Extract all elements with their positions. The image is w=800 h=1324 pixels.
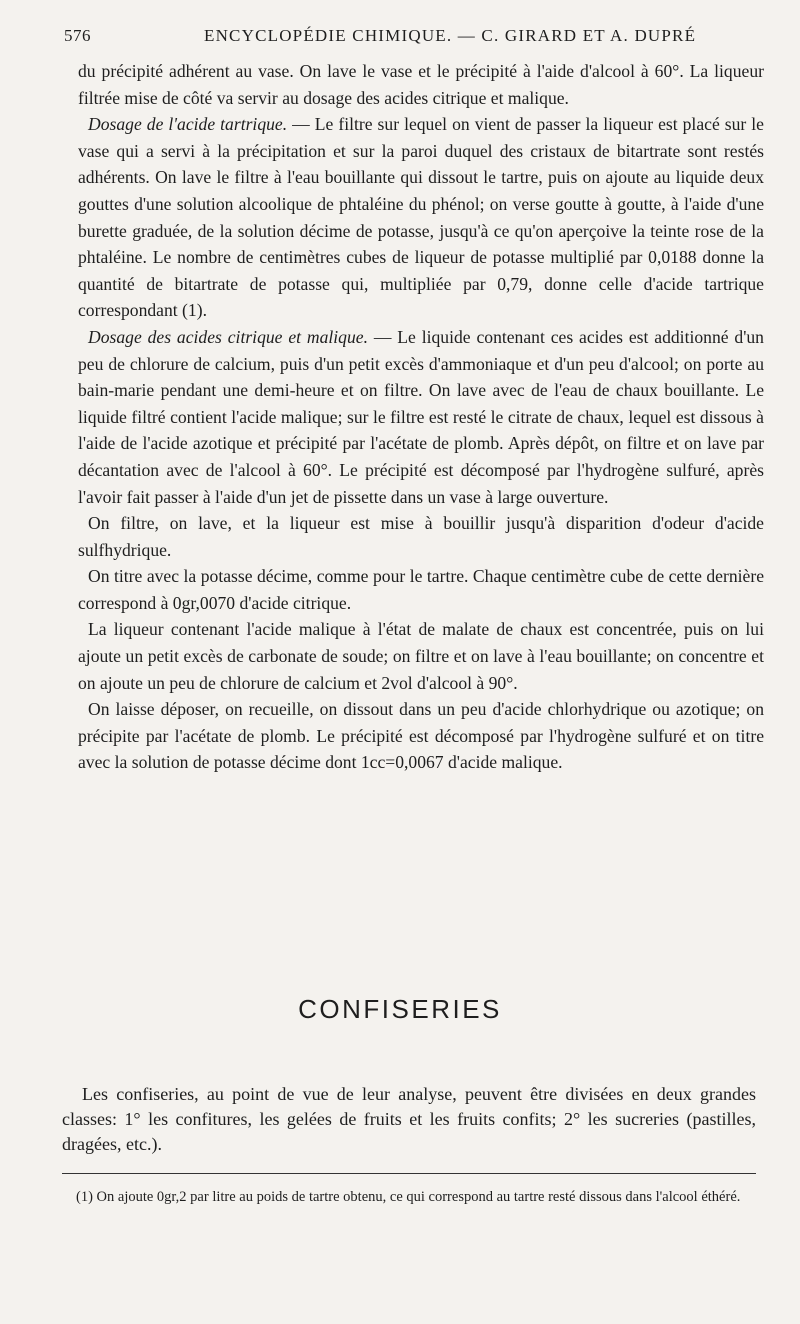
section-title: CONFISERIES (298, 994, 502, 1024)
footnote-text: (1) On ajoute 0gr,2 par litre au poids de tartre obtenu, ce qui correspond au tartre resté dissous dans l'alcool éthéré. (76, 1189, 741, 1205)
intro-paragraph: Les confiseries, au point de vue de leur analyse, peuvent être divisées en deux grandes classes: 1° les confitures, les gelées de fruits et les fruits confits; 2° les sucreries (pastilles, dragées, etc.). (62, 1084, 756, 1154)
footnote (62, 1188, 756, 1207)
paragraph-heading: Dosage des acides citrique et malique. (88, 326, 368, 347)
body-text (78, 58, 764, 776)
paragraph (78, 696, 764, 776)
paragraph (78, 58, 764, 111)
paragraph-text: On laisse déposer, on recueille, on dissout dans un peu d'acide chlorhydrique ou azotique; on précipite par l'acétate de plomb. Le précipité est décomposé par l'hydrogène sulfuré et on titre avec la solution de potasse décime dont 1cc=0,0067 d'acide malique. (78, 699, 764, 773)
page-number: 576 (64, 26, 91, 45)
paragraph-text: — Le filtre sur lequel on vient de passer la liqueur est placé sur le vase qui a servi à la précipitation et sur la paroi duquel des cristaux de bitartrate sont restés adhérents. On lave le filtre à l'eau bouillante qui dissout le tartre, puis on ajoute au liquide deux gouttes d'une solution alcoolique de phtaléine du phénol; on verse goutte à goutte, à l'aide d'une burette graduée, de la solution décime de potasse, jusqu'à ce qu'on aperçoive la teinte rose de la phtaléine. Le nombre de centimètres cubes de liqueur de potasse multiplié par 0,0188 donne la quantité de bitartrate de potasse qui, multipliée par 0,79, donne celle d'acide tartrique correspondant (1). (78, 114, 764, 321)
paragraph-text: La liqueur contenant l'acide malique à l'état de malate de chaux est concentrée, puis on lui ajoute un petit excès de carbonate de soude; on filtre et on lave à l'eau bouillante; on concentre et on ajoute un peu de chlorure de calcium et 2vol d'alcool à 90°. (78, 619, 764, 693)
paragraph (78, 111, 764, 324)
paragraph (78, 563, 764, 616)
running-header (64, 26, 760, 50)
paragraph (78, 324, 764, 510)
paragraph (78, 510, 764, 563)
footnote-divider (62, 1173, 756, 1174)
paragraph-text: du précipité adhérent au vase. On lave le vase et le précipité à l'aide d'alcool à 60°. La liqueur filtrée mise de côté va servir au dosage des acides citrique et malique. (78, 61, 764, 108)
paragraph-heading: Dosage de l'acide tartrique. (88, 114, 288, 135)
section-intro (62, 1082, 756, 1157)
paragraph-text: On titre avec la potasse décime, comme pour le tartre. Chaque centimètre cube de cette dernière correspond à 0gr,0070 d'acide citrique. (78, 566, 764, 613)
paragraph (78, 616, 764, 696)
paragraph-text: On filtre, on lave, et la liqueur est mise à bouillir jusqu'à disparition d'odeur d'acide sulfhydrique. (78, 513, 764, 560)
paragraph-text: — Le liquide contenant ces acides est additionné d'un peu de chlorure de calcium, puis d'un petit excès d'ammoniaque et d'un peu d'alcool; on porte au bain-marie pendant une demi-heure et on filtre. On lave avec de l'eau de chaux bouillante. Le liquide filtré contient l'acide malique; sur le filtre est resté le citrate de chaux, lequel est dissous à l'aide de l'acide azotique et précipité par l'acétate de plomb. Après dépôt, on filtre et on lave par décantation avec de l'alcool à 60°. Le précipité est décomposé par l'hydrogène sulfuré, après l'avoir fait passer à l'aide d'un jet de pissette dans un vase à large ouverture. (78, 326, 764, 507)
running-title: ENCYCLOPÉDIE CHIMIQUE. — C. GIRARD ET A. DUPRÉ (204, 26, 697, 45)
